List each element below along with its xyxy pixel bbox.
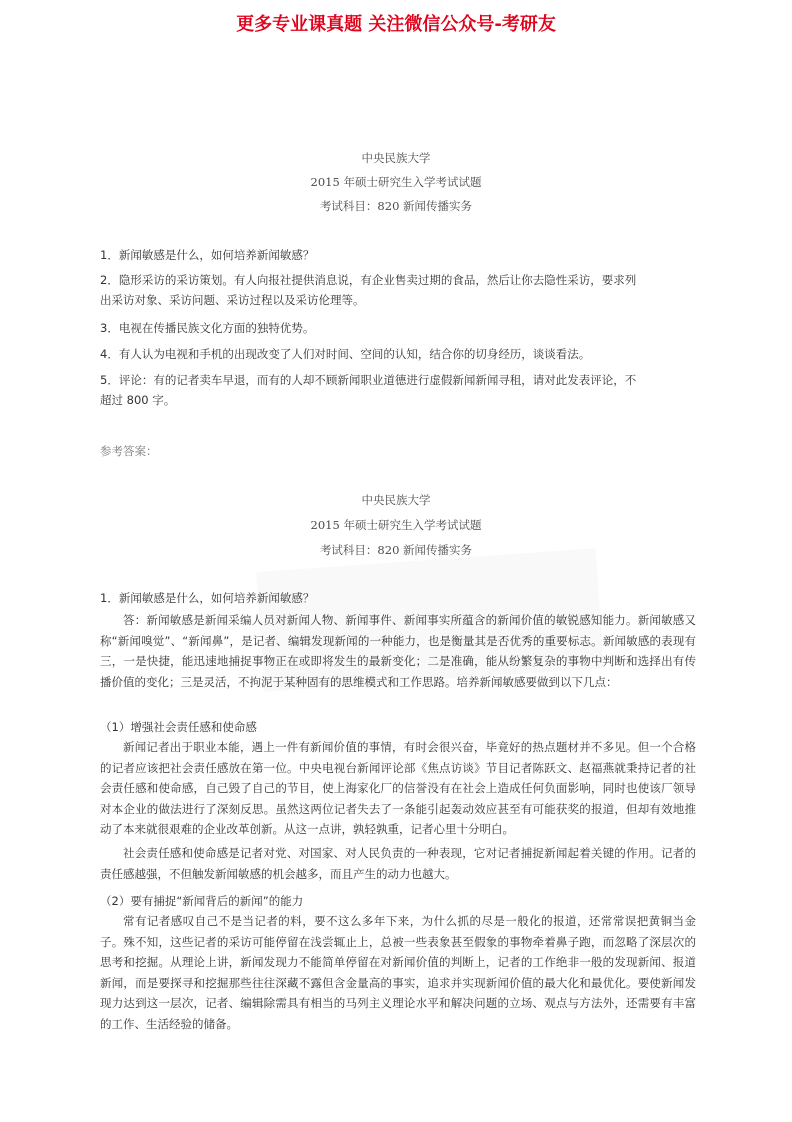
exam-university: 中央民族大学 xyxy=(361,151,431,165)
question-2: 2．隐形采访的采访策划。有人向报社提供消息说，有企业售卖过期的食品，然后让你去隐性采访，要求列 xyxy=(100,273,637,287)
exam-title: 2015 年硕士研究生入学考试试题 xyxy=(310,175,482,189)
question-3: 3．电视在传播民族文化方面的独特优势。 xyxy=(100,321,315,335)
question-5: 5．评论：有的记者卖车早退，而有的人却不顾新闻职业道德进行虚假新闻新闻寻租，请对此发表评论，不 xyxy=(100,373,637,387)
exam-subject: 考试科目：820 新闻传播实务 xyxy=(319,199,473,213)
promo-banner: 更多专业课真题 关注微信公众号-考研友 xyxy=(236,14,556,35)
answer-label: 参考答案： xyxy=(100,444,158,458)
answer-question-1: 1．新闻敏感是什么，如何培养新闻敏感？ xyxy=(100,591,315,605)
question-5-cont: 超过 800 字。 xyxy=(100,393,176,407)
question-2-cont: 出采访对象、采访问题、采访过程以及采访伦理等。 xyxy=(100,293,365,307)
answer-exam-subject: 考试科目：820 新闻传播实务 xyxy=(319,543,473,557)
answer-intro: 答：新闻敏感是新闻采编人员对新闻人物、新闻事件、新闻事实所蕴含的新闻价值的敏锐感知能力。新闻敏感又称“新闻嗅觉”、“新闻鼻”，是记者、编辑发现新闻的一种能力，也是衡量其是否优秀的重要标志。新闻敏感的表现有三，一是快捷，能迅速地捕捉事物正在或即将发生的最新变化；二是准确，能从纷繁复杂的事物中判断和选择出有传播价值的变化；三是灵活，不拘泥于某种固有的思维模式和工作思路。培养新闻敏感要做到以下几点： xyxy=(100,613,696,689)
answer-exam-title: 2015 年硕士研究生入学考试试题 xyxy=(310,518,482,532)
section-1-paragraph-1: 新闻记者出于职业本能，遇上一件有新闻价值的事情，有时会很兴奋，毕竟好的热点题材并不多见。但一个合格的记者应该把社会责任感放在第一位。中央电视台新闻评论部《焦点访谈》节目记者陈跃文、赵福燕就秉持记者的社会责任感和使命感，自己毁了自己的节目，使上海家化厂的信誉没有在社会上造成任何负面影响，同时也使该厂领导对本企业的做法进行了深刻反思。虽然这两位记者失去了一条能引起轰动效应甚至有可能获奖的报道，但却有效地推动了本来就很艰难的企业改革创新。从这一点讲，孰轻孰重，记者心里十分明白。 xyxy=(100,740,696,836)
answer-university: 中央民族大学 xyxy=(361,493,431,507)
question-1: 1．新闻敏感是什么，如何培养新闻敏感？ xyxy=(100,248,315,262)
question-4: 4．有人认为电视和手机的出现改变了人们对时间、空间的认知，结合你的切身经历，谈谈看法。 xyxy=(100,347,591,361)
section-1-paragraph-2: 社会责任感和使命感是记者对党、对国家、对人民负责的一种表现，它对记者捕捉新闻起着关键的作用。记者的责任感越强，不但触发新闻敏感的机会越多，而且产生的动力也越大。 xyxy=(100,846,696,881)
section-1-heading: （1）增强社会责任感和使命感 xyxy=(100,720,257,734)
section-2-heading: （2）要有捕捉“新闻背后的新闻”的能力 xyxy=(100,894,304,908)
section-2-paragraph-1: 常有记者感叹自己不是当记者的料，要不这么多年下来，为什么抓的尽是一般化的报道，还常常误把黄铜当金子。殊不知，这些记者的采访可能停留在浅尝辄止上，总被一些表象甚至假象的事物牵着鼻子跑，而忽略了深层次的思考和挖掘。从理论上讲，新闻发现力不能简单停留在对新闻价值的判断上，记者的工作绝非一般的发现新闻、报道新闻，而是要探寻和挖掘那些往往深藏不露但含金量高的事实，追求并实现新闻价值的最大化和最优化。要使新闻发现力达到这一层次，记者、编辑除需具有相当的马列主义理论水平和解决问题的立场、观点与方法外，还需要有丰富的工作、生活经验的储备。 xyxy=(100,914,696,1031)
